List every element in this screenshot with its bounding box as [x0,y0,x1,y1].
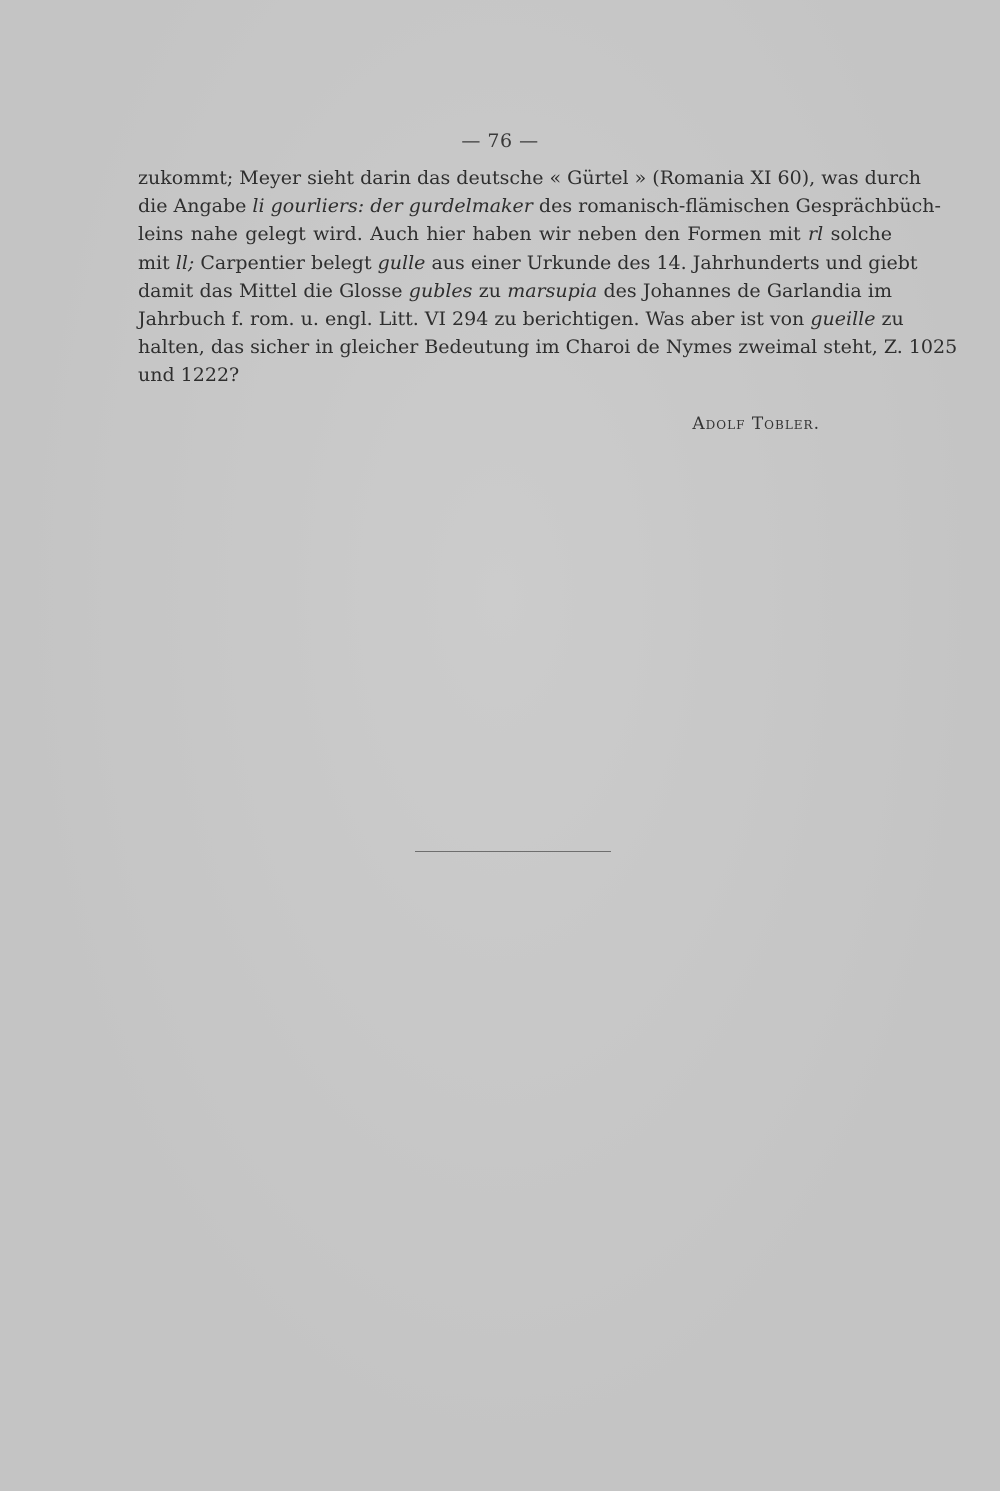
text-run: zu [472,279,508,302]
text-line [138,277,892,305]
text-run: Jahrbuch f. rom. u. engl. Litt. VI 294 zu berichtigen. Was aber ist von [138,308,811,331]
text-run: zu [875,308,904,331]
text-run: zukommt; Meyer sieht darin das deutsche « Gürtel » (Romania XI 60), was durch [138,167,921,189]
text-line [138,249,918,277]
italic-term: marsupia [507,279,598,302]
text-run: des Johannes de Garlandia im [597,279,893,302]
italic-term: gubles [408,279,473,302]
text-run: mit [138,251,176,274]
italic-term: rl [808,223,824,246]
text-line [138,333,958,361]
text-run: und 1222? [138,364,240,387]
page-number: — 76 — [461,130,539,152]
text-line [138,220,892,248]
end-rule [415,851,611,852]
body-paragraph [138,164,958,390]
text-run: solche [823,223,892,246]
text-line [138,361,892,389]
text-run: des romanisch-flämischen Gesprächbüch- [532,195,941,218]
text-run: die Angabe [138,195,253,218]
text-run: damit das Mittel die Glosse [138,279,409,302]
text-line [138,192,941,220]
italic-term: ll; [175,251,195,274]
text-run: leins nahe gelegt wird. Auch hier haben wir neben den Formen mit [138,223,809,246]
author-signature: Adolf Tobler. [692,414,820,434]
italic-term: gueille [810,308,876,331]
text-run: Carpentier belegt [194,251,378,274]
italic-term: li gourliers: der gurdelmaker [252,195,533,218]
text-run: aus einer Urkunde des 14. Jahrhunderts und giebt [425,251,918,274]
text-line [138,305,904,333]
text-line [138,164,921,192]
italic-term: gulle [377,251,426,274]
text-run: halten, das sicher in gleicher Bedeutung im Charoi de Nymes zweimal steht, Z. 1025 [138,336,958,359]
